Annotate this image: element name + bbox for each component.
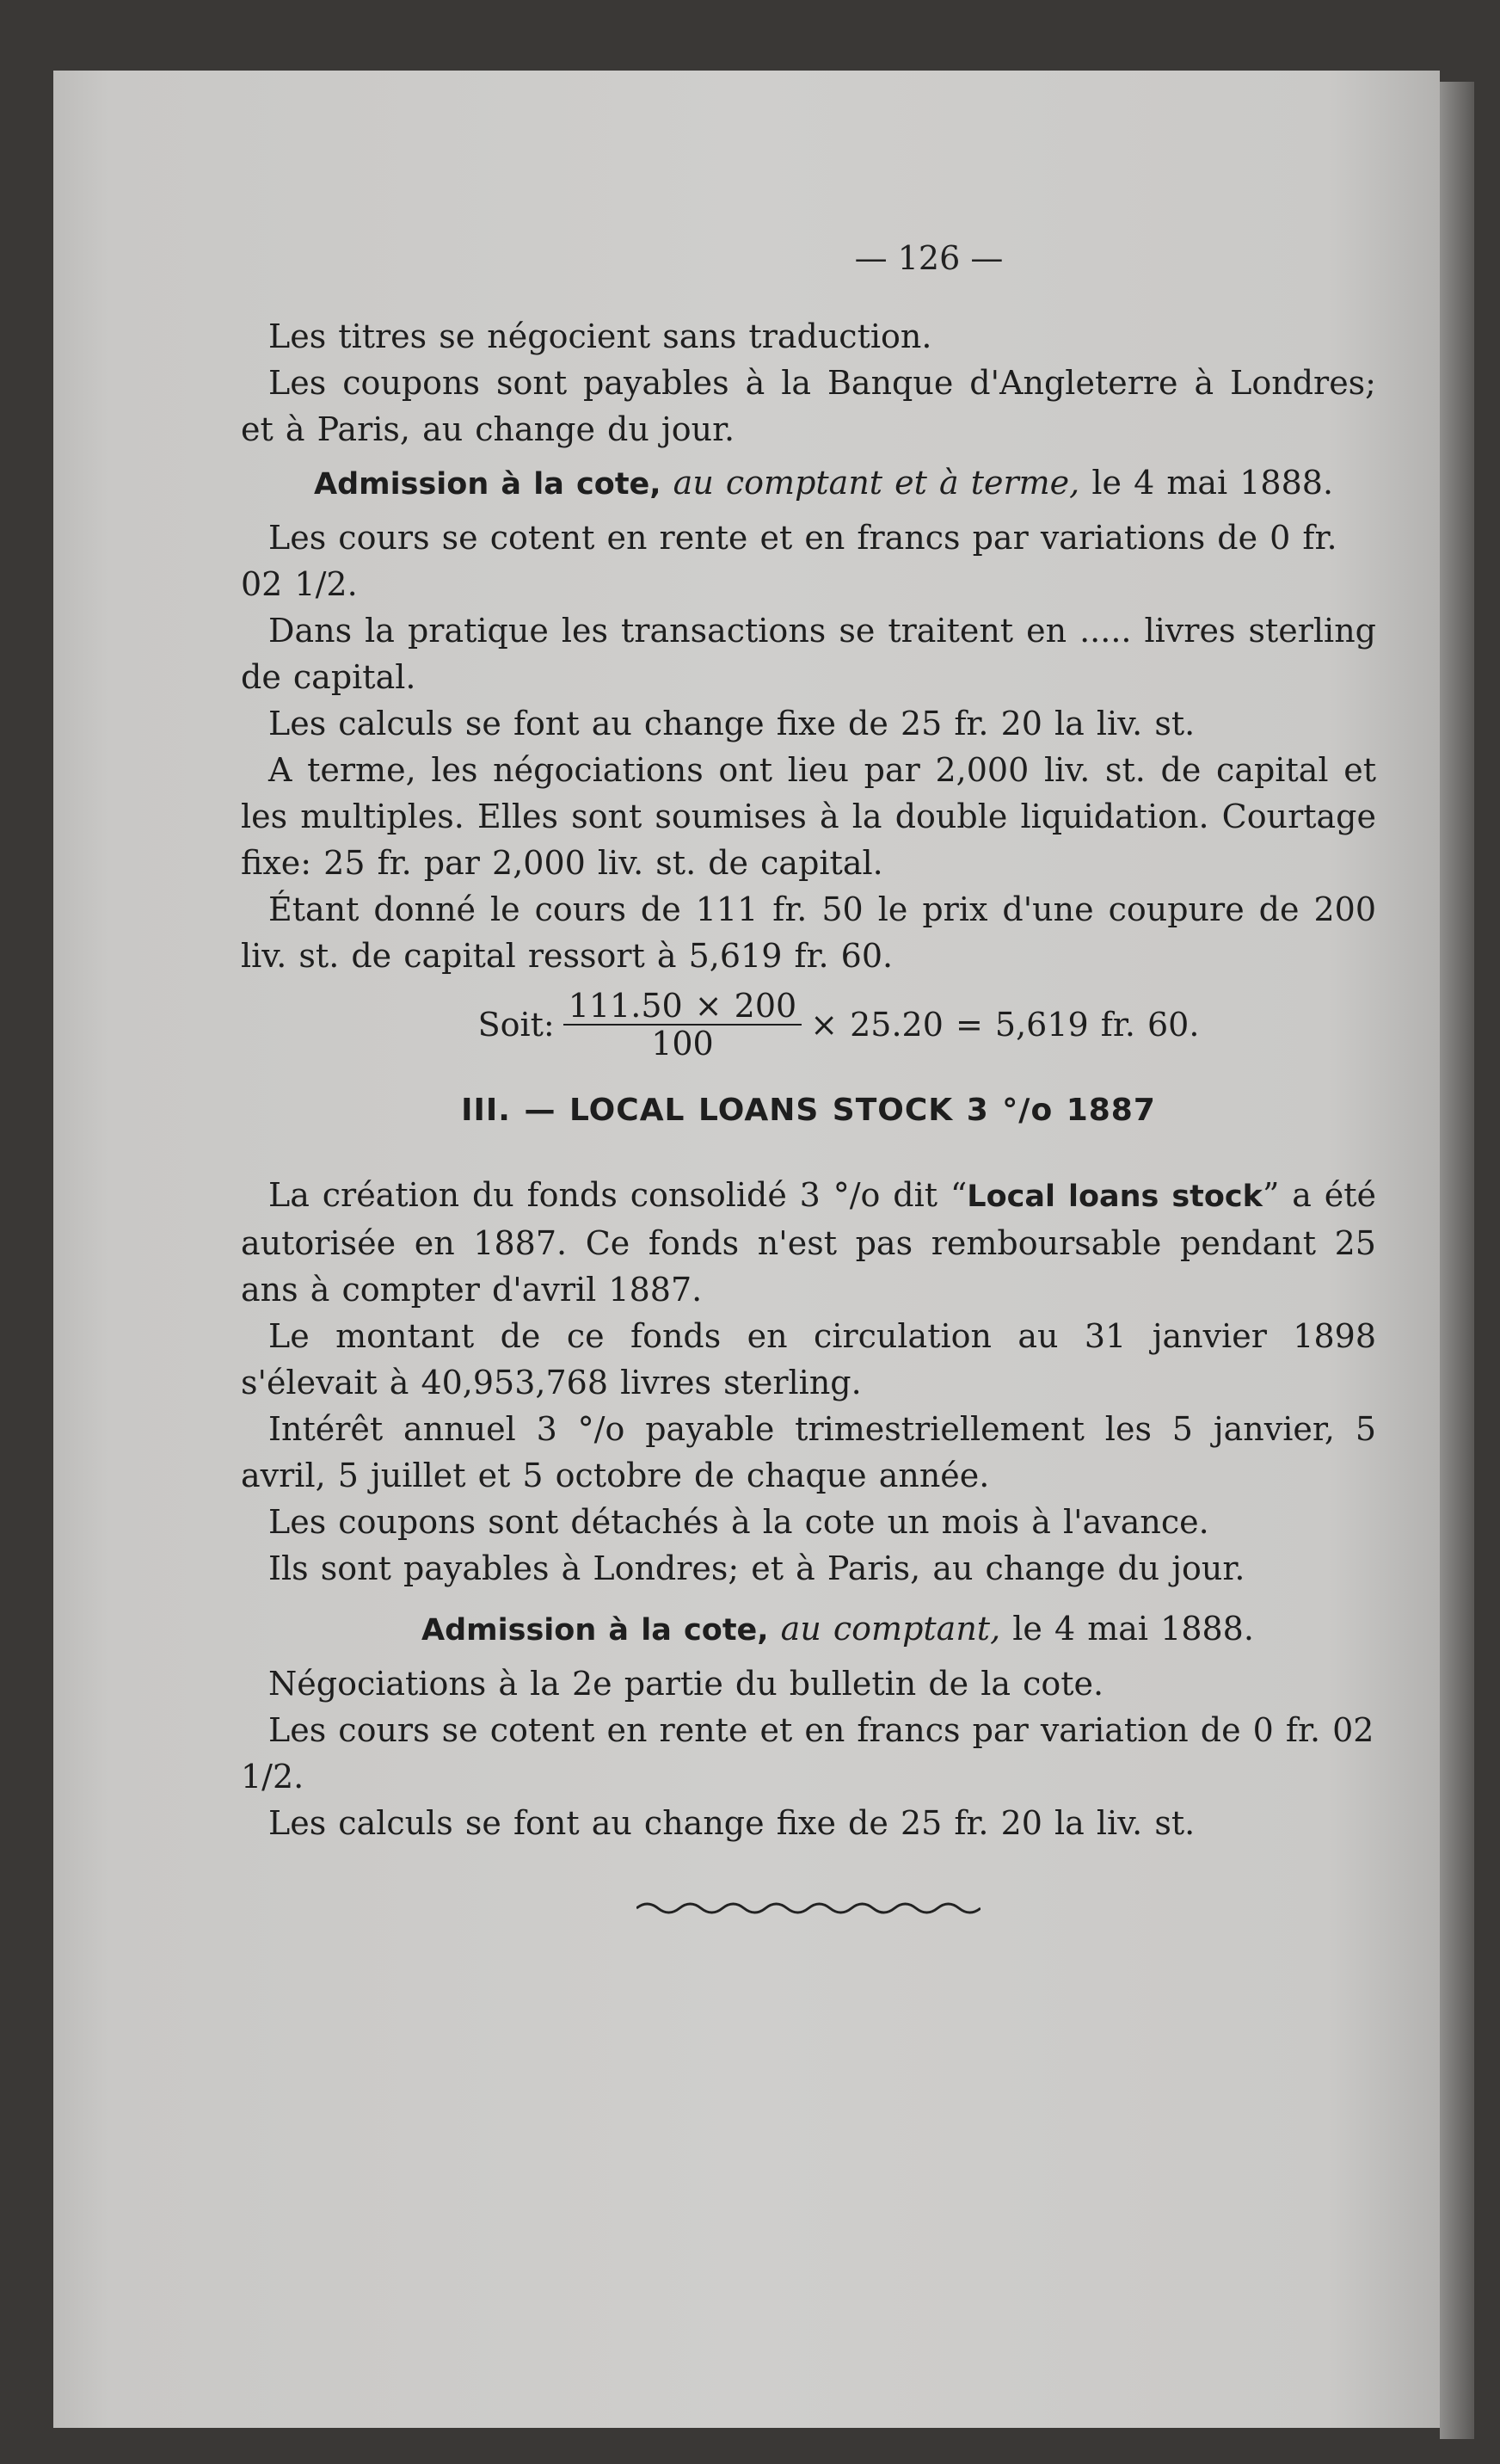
paragraph-negociations: Négociations à la 2e partie du bulletin de la cote. bbox=[268, 1665, 1104, 1703]
page-text bbox=[241, 313, 1376, 1919]
admission-label-2: Admission à la cote, bbox=[421, 1613, 769, 1648]
paragraph-interet: Intérêt annuel 3 °/o payable trimestriellement les 5 janvier, 5 avril, 5 juillet et 5 octobre de chaque année. bbox=[241, 1410, 1376, 1494]
fund-name: Local loans stock bbox=[967, 1180, 1263, 1214]
creation-text-before: La création du fonds consolidé 3 °/o dit “ bbox=[268, 1176, 968, 1214]
paragraph-terme: A terme, les négociations ont lieu par 2,000 liv. st. de capital et les multiples. Elles sont soumises à la double liquidation. Courtage fixe: 25 fr. par 2,000 liv. st. de capital. bbox=[241, 751, 1376, 882]
admission-terms-2: au comptant, bbox=[780, 1610, 1001, 1648]
section-title: III. — LOCAL LOANS STOCK 3 °/o 1887 bbox=[461, 1093, 1156, 1128]
admission-terms: au comptant et à terme, bbox=[673, 464, 1080, 502]
admission-cote-1 bbox=[241, 459, 1376, 508]
formula-denominator: 100 bbox=[651, 1025, 714, 1063]
paragraph-coupons-detaches: Les coupons sont détachés à la cote un mois à l'avance. bbox=[268, 1503, 1209, 1541]
admission-cote-2 bbox=[241, 1605, 1376, 1654]
formula-numerator: 111.50 × 200 bbox=[563, 988, 802, 1026]
admission-date: le 4 mai 1888. bbox=[1091, 464, 1334, 502]
paragraph-cours-variation: Les cours se cotent en rente et en francs par variation de 0 fr. 02 1/2. bbox=[241, 1711, 1374, 1796]
paragraph-titles: Les titres se négocient sans traduction. bbox=[268, 317, 932, 355]
paragraph-calculs: Les calculs se font au change fixe de 25 fr. 20 la liv. st. bbox=[268, 705, 1196, 742]
page-edge bbox=[1440, 82, 1474, 2439]
formula-suffix: × 25.20 = 5,619 fr. 60. bbox=[810, 1006, 1200, 1044]
paragraph-payables-londres: Ils sont payables à Londres; et à Paris, au change du jour. bbox=[268, 1549, 1245, 1587]
admission-date-2: le 4 mai 1888. bbox=[1012, 1610, 1254, 1648]
creation-text-after: ” a été autorisée en 1887. Ce fonds n'est pas remboursable pendant 25 ans à compter d'avril 1887. bbox=[241, 1176, 1376, 1309]
admission-label: Admission à la cote, bbox=[314, 467, 661, 502]
paragraph-creation bbox=[241, 1172, 1376, 1313]
page-number: — 126 — bbox=[854, 239, 1004, 277]
paragraph-calculs-2: Les calculs se font au change fixe de 25 fr. 20 la liv. st. bbox=[268, 1804, 1196, 1842]
paragraph-cours-rente: Les cours se cotent en rente et en francs par variations de 0 fr. 02 1/2. bbox=[241, 519, 1337, 603]
paragraph-pratique: Dans la pratique les transactions se traitent en ..... livres sterling de capital. bbox=[241, 612, 1376, 696]
formula-fraction bbox=[563, 988, 802, 1062]
paragraph-montant: Le montant de ce fonds en circulation au 31 janvier 1898 s'élevait à 40,953,768 livres sterling. bbox=[241, 1317, 1376, 1401]
formula-prefix: Soit: bbox=[477, 1006, 555, 1044]
formula bbox=[241, 988, 1376, 1062]
paragraph-coupons-payable: Les coupons sont payables à la Banque d'Angleterre à Londres; et à Paris, au change du jour. bbox=[241, 364, 1376, 448]
ornamental-divider bbox=[636, 1898, 981, 1919]
paragraph-etant-donne: Étant donné le cours de 111 fr. 50 le prix d'une coupure de 200 liv. st. de capital ressort à 5,619 fr. 60. bbox=[241, 890, 1376, 975]
